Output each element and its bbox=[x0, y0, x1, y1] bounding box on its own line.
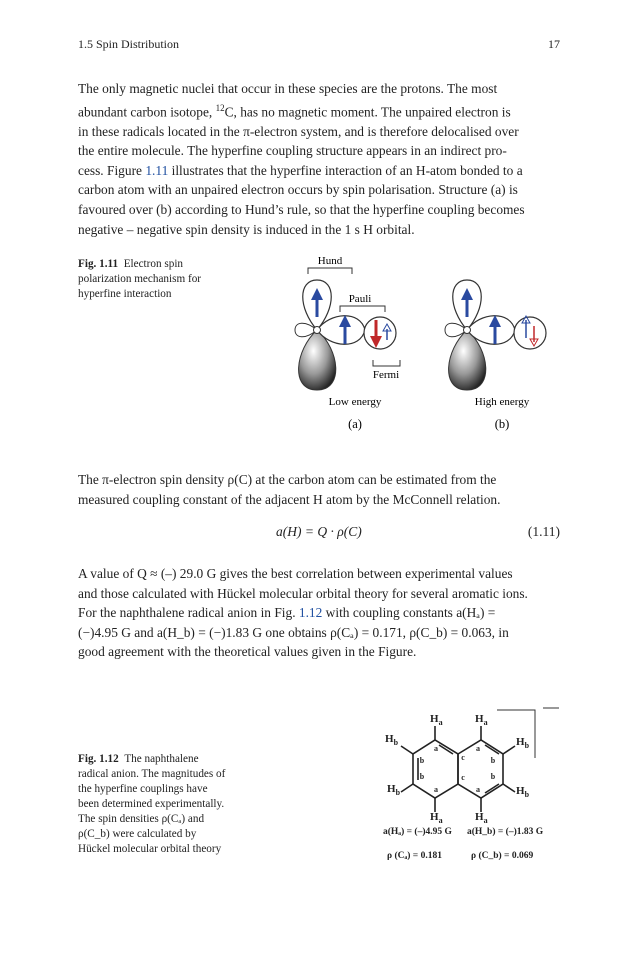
position-label: b bbox=[419, 756, 425, 765]
text-line: good agreement with the theoretical values given in the Figure. bbox=[78, 644, 417, 660]
h-label: $H_a$ bbox=[430, 811, 443, 825]
high-energy-label: High energy bbox=[474, 396, 530, 408]
density-b: ρ (C_b) = 0.069 bbox=[471, 851, 534, 861]
text-line: For the naphthalene radical anion in Fig. 1.12 with coupling constants a(Hₐ) = bbox=[78, 605, 496, 621]
text-line: cess. Figure 1.11 illustrates that the hyperfine interaction of an H-atom bonded to a bbox=[78, 162, 523, 178]
text-line: carbon atom with an unpaired electron occurs by spin polarisation. Structure (a) is bbox=[78, 182, 518, 198]
position-label: b bbox=[490, 756, 496, 765]
paragraph-3 bbox=[78, 564, 562, 662]
h-label: $H_b$ bbox=[387, 783, 401, 797]
h-label: $H_b$ bbox=[385, 733, 399, 747]
text-line: A value of Q ≈ (–) 29.0 G gives the best correlation between experimental values bbox=[78, 566, 513, 581]
h-label: $H_a$ bbox=[475, 811, 488, 825]
figure-link[interactable]: 1.11 bbox=[145, 162, 169, 178]
position-label: a bbox=[476, 785, 480, 794]
figure-1-12-caption: Fig. 1.12 The naphthalene radical anion. The magnitudes of the hyperfine couplings have been determined experimentally. The spin densities ρ(Cₐ) and ρ(C_b) were calculated by Hückel molecular orbital theory bbox=[78, 753, 226, 855]
structure-b bbox=[445, 280, 546, 390]
fermi-label: Fermi bbox=[372, 369, 400, 381]
paragraph-2 bbox=[78, 470, 562, 509]
text-line: in these radicals located in the π-electron system, and is therefore delocalised over bbox=[78, 123, 519, 139]
pauli-label: Pauli bbox=[348, 293, 372, 305]
label-a: (a) bbox=[348, 417, 362, 431]
position-label: a bbox=[476, 744, 480, 753]
h-label: $H_b$ bbox=[516, 736, 530, 750]
naphthalene-skeleton bbox=[401, 726, 515, 812]
coupling-a: a(Hₐ) = (–)4.95 G bbox=[383, 827, 452, 837]
position-label: c bbox=[461, 773, 465, 782]
position-label: c bbox=[461, 753, 465, 762]
text-line: favoured over (b) according to Hund’s rule, so that the hyperfine coupling becomes bbox=[78, 202, 525, 218]
figure-1-11-caption: Fig. 1.11 Electron spin polarization mechanism for hyperfine interaction bbox=[78, 258, 202, 300]
h-label: $H_a$ bbox=[475, 713, 488, 727]
coupling-b: a(H_b) = (–)1.83 G bbox=[467, 827, 544, 837]
text-line: The π-electron spin density ρ(C) at the carbon atom can be estimated from the bbox=[78, 472, 497, 487]
density-a: ρ (Cₐ) = 0.181 bbox=[387, 851, 442, 861]
text-line: (−)4.95 G and a(H_b) = (−)1.83 G one obtains ρ(Cₐ) = 0.171, ρ(C_b) = 0.063, in bbox=[78, 624, 509, 640]
page-number: 17 bbox=[548, 37, 560, 51]
paragraph-1 bbox=[78, 79, 562, 239]
low-energy-label: Low energy bbox=[328, 396, 382, 408]
position-label: a bbox=[434, 785, 438, 794]
hund-label: Hund bbox=[317, 255, 343, 267]
text-line: The only magnetic nuclei that occur in these species are the protons. The most bbox=[78, 81, 498, 96]
figure-link[interactable]: 1.12 bbox=[298, 605, 323, 621]
equation: a(H) = Q · ρ(C) bbox=[276, 524, 362, 539]
position-label: b bbox=[419, 772, 425, 781]
position-label: b bbox=[490, 772, 496, 781]
running-header: 1.5 Spin Distribution bbox=[78, 37, 180, 51]
figure-1-12-diagram bbox=[375, 700, 565, 870]
label-b: (b) bbox=[494, 417, 510, 431]
text-line: measured coupling constant of the adjacent H atom by the McConnell relation. bbox=[78, 491, 501, 507]
text-line: the entire molecule. The hyperfine coupling structure appears in an indirect pro- bbox=[78, 143, 507, 159]
equation-number: (1.11) bbox=[527, 524, 560, 539]
text-line: abundant carbon isotope, $^{12}$C, has no magnetic moment. The unpaired electron is bbox=[78, 102, 511, 120]
figure-1-11-diagram bbox=[280, 250, 570, 435]
position-label: a bbox=[434, 744, 438, 753]
text-line: negative – negative spin density is induced in the 1 s H orbital. bbox=[78, 221, 415, 237]
h-label: $H_b$ bbox=[516, 785, 530, 799]
text-line: and those calculated with Hückel molecular orbital theory for several aromatic ions. bbox=[78, 585, 528, 601]
h-label: $H_a$ bbox=[430, 713, 443, 727]
